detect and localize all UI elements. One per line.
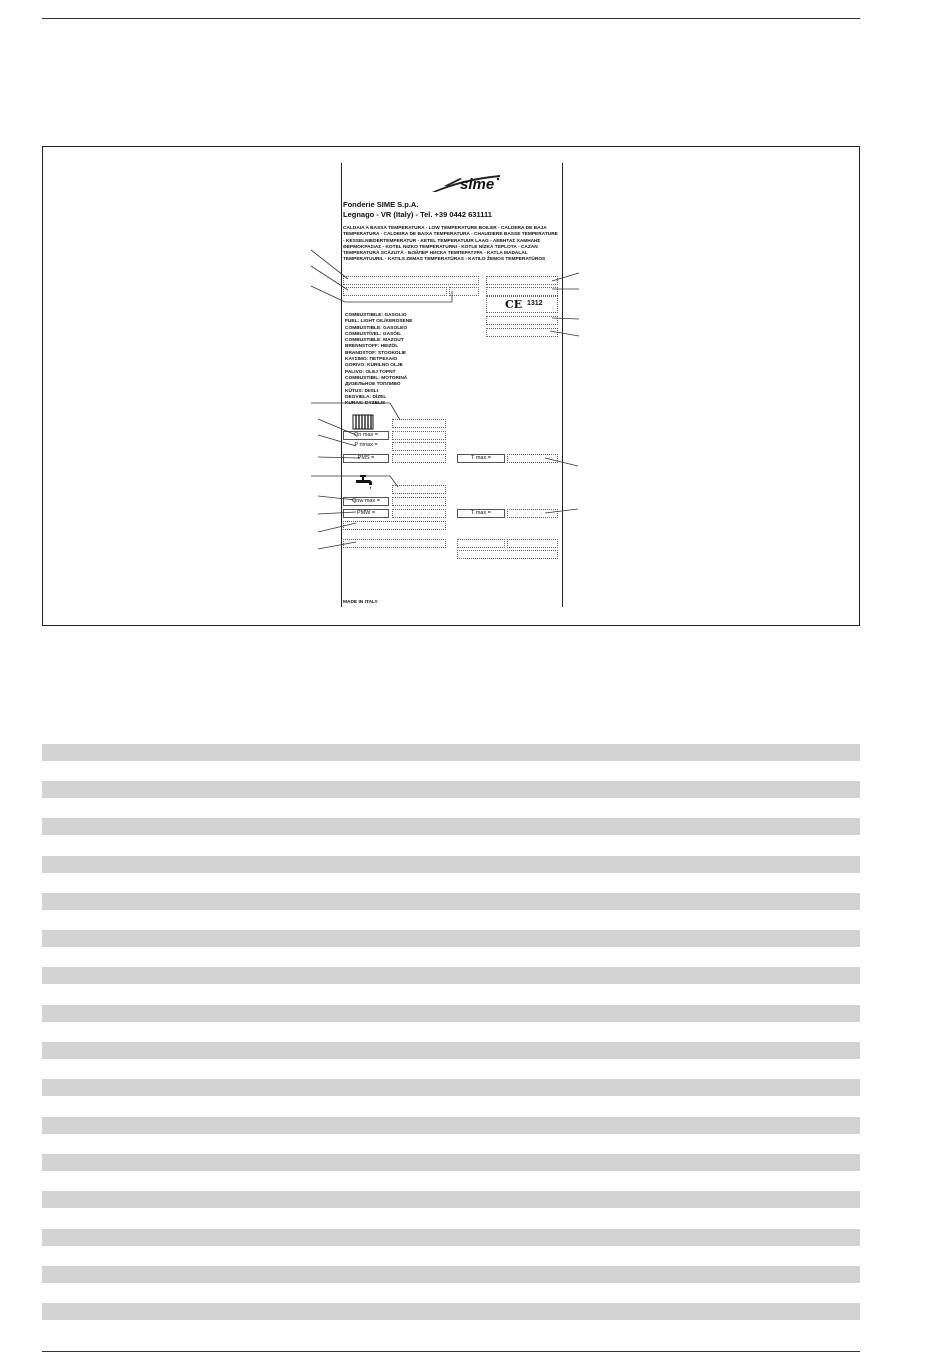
notified-body-number: 1312 [527, 300, 543, 307]
ruled-stripe [42, 1154, 860, 1171]
ruled-stripe [42, 1117, 860, 1134]
fuel-line: PALIVO: OLEJ TOPNÝ [345, 369, 396, 375]
fuel-line: GORIVO: KURILNO OLJE [345, 363, 403, 369]
ruled-stripe [42, 818, 860, 835]
fuel-line: FUEL: LIGHT OIL/KEROSENE [345, 319, 413, 325]
ruled-stripe [42, 1005, 860, 1022]
ruled-stripe [42, 893, 860, 910]
fuel-line: DEGVIELA: DĪZEL [345, 394, 387, 400]
fuel-line: COMBUSTIBLE: GASOLEO [345, 325, 408, 331]
pmw-label: PMW = [343, 509, 389, 518]
ruled-stripe [42, 744, 860, 761]
brand-text: sime [460, 176, 495, 193]
ruled-stripe [42, 1266, 860, 1283]
qn-max-label: Qn max = [343, 431, 389, 440]
fuel-line: BRANDSTOF: STOOKOLIE [345, 350, 407, 356]
ruled-stripe [42, 856, 860, 873]
fuel-line: COMBUSTÍVEL: GASÓIL [345, 331, 402, 337]
fuel-line: ДИЗЕЛЬНОЕ ТОПЛИВО [345, 382, 401, 388]
fuel-line: BRENNSTOFF: HEIZÖL [345, 344, 399, 350]
tmax-label: T max = [457, 454, 505, 463]
ruled-stripe [42, 1079, 860, 1096]
fuel-line: COMBUSTIBIL: MOTORINĂ [345, 375, 408, 381]
company-address: Legnago - VR (Italy) - Tel. +39 0442 631111 [343, 210, 492, 219]
ruled-stripe [42, 781, 860, 798]
pn-max-label: P nmax = [354, 442, 378, 448]
ruled-stripe [42, 967, 860, 984]
ruled-stripe [42, 930, 860, 947]
ruled-stripe [42, 1191, 860, 1208]
fuel-line: ΚΑΥΣΙΜΟ: ΠΕΤΡΕΛΑΙΟ [345, 357, 398, 363]
ruled-stripe [42, 1229, 860, 1246]
boiler-description: CALDAIA A BASSA TEMPERATURA - LOW TEMPERATURE BOILER - CALDERA DE BAJA TEMPERATURA - CALDEIRA DE BAIXA TEMPERATURA - CHAUDIERE BASSE TEMPERATURE - KESSELNIEDERTEMPERATUR - KETEL TEMPERATUUR LAAG - ΛΕΒΗΤΑΣ ΧΑΜΗΛΗΣ ΘΕΡΜΟΚΡΑΣΙΑΣ - KOTEL NIZKO TEMPERATURNI - KOTLE NÍZKÁ TEPLOTA - CAZAN TEMPERATURĂ SCĂZUTĂ - БОЙЛЕР НИСКА ТЕМПЕРАТУРА - KATLA MADALAL TEMPERATUURIL - KATILS ZEMAS TEMPERATŪRAS - KATILO ŽEMOS TEMPERATŪROS [343, 226, 558, 263]
pms-label: PMS = [343, 454, 389, 463]
tmax-label-dhw: T max = [457, 509, 505, 518]
fuel-line: COMBUSTIBILE: GASOLIO [345, 313, 407, 318]
fuel-line: KURAS: DYZELIS [345, 401, 386, 407]
qnw-max-label: Qnw max = [343, 497, 389, 506]
ruled-stripe [42, 1042, 860, 1059]
bottom-rule [42, 1351, 860, 1352]
ce-mark: CE [505, 298, 523, 311]
made-in-label: MADE IN ITALY [343, 600, 378, 605]
ruled-stripe [42, 1303, 860, 1320]
company-name: Fonderie SIME S.p.A. [343, 200, 419, 209]
fuel-line: COMBUSTIBLE: MAZOUT [345, 338, 404, 344]
fuel-line: KÜTUS: DIISLI [345, 388, 379, 394]
